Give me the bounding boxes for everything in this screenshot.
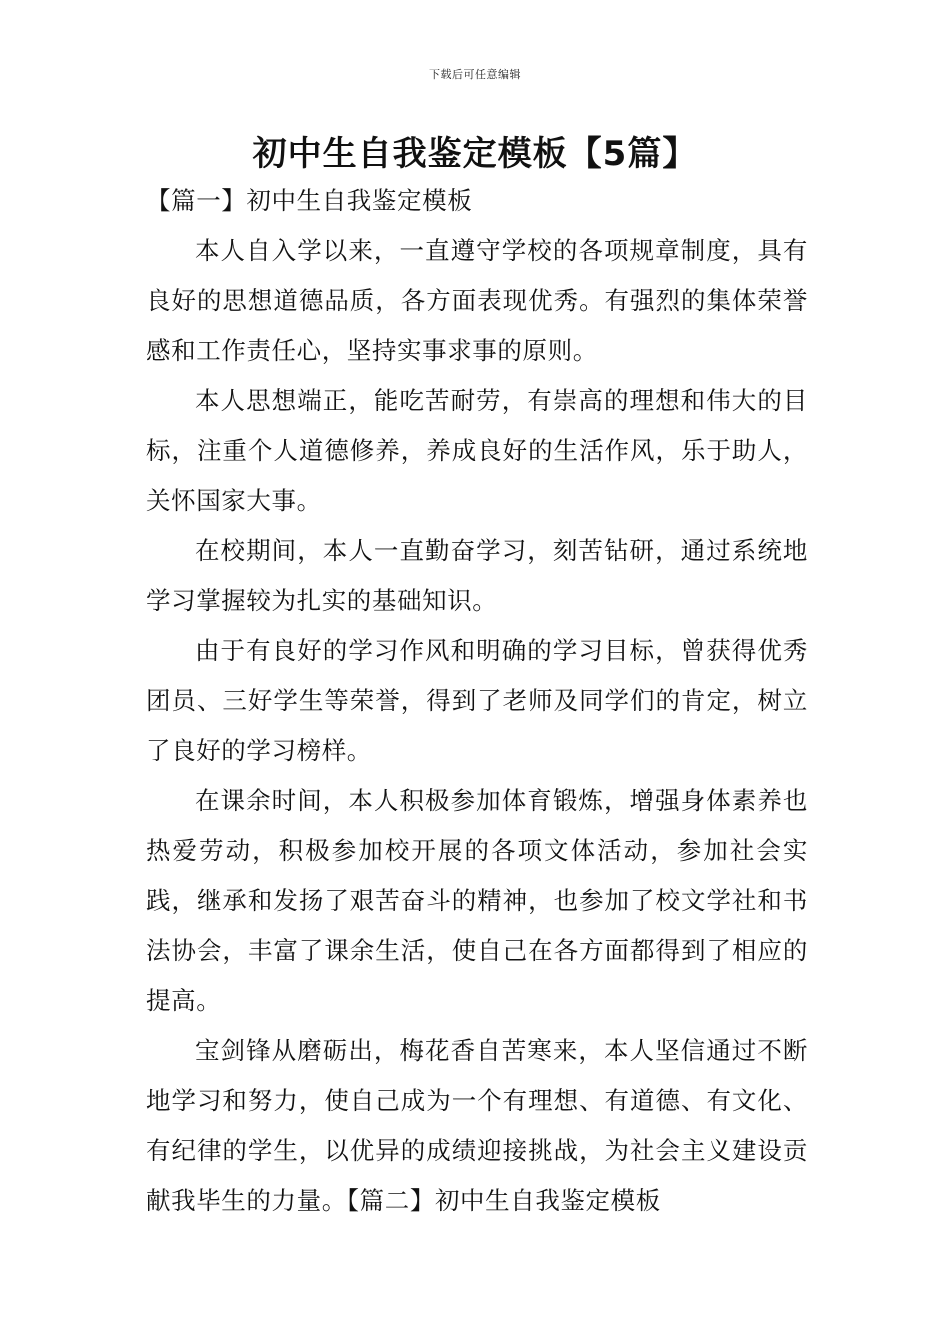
section-one-heading: 【篇一】初中生自我鉴定模板 (146, 186, 473, 215)
paragraph-5: 在课余时间，本人积极参加体育锻炼，增强身体素养也热爱劳动，积极参加校开展的各项文体活动，参加社会实践，继承和发扬了艰苦奋斗的精神，也参加了校文学社和书法协会，丰富了课余生活，使自己在各方面都得到了相应的提高。 (146, 786, 808, 1015)
paragraph-3: 在校期间，本人一直勤奋学习，刻苦钻研，通过系统地学习掌握较为扎实的基础知识。 (146, 536, 808, 615)
paragraph-2: 本人思想端正，能吃苦耐劳，有崇高的理想和伟大的目标，注重个人道德修养，养成良好的生活作风，乐于助人，关怀国家大事。 (146, 386, 808, 515)
document-title: 初中生自我鉴定模板【5篇】 (252, 134, 698, 174)
header-note: 下载后可任意编辑 (429, 68, 521, 81)
paragraph-1: 本人自入学以来，一直遵守学校的各项规章制度，具有良好的思想道德品质，各方面表现优秀。有强烈的集体荣誉感和工作责任心，坚持实事求事的原则。 (146, 236, 808, 365)
paragraph-6: 宝剑锋从磨砺出，梅花香自苦寒来，本人坚信通过不断地学习和努力，使自己成为一个有理想、有道德、有文化、有纪律的学生，以优异的成绩迎接挑战，为社会主义建设贡献我毕生的力量。【篇二】初中生自我鉴定模板 (146, 1036, 808, 1215)
document-body (146, 176, 808, 1226)
paragraph-4: 由于有良好的学习作风和明确的学习目标，曾获得优秀团员、三好学生等荣誉，得到了老师及同学们的肯定，树立了良好的学习榜样。 (146, 636, 808, 765)
